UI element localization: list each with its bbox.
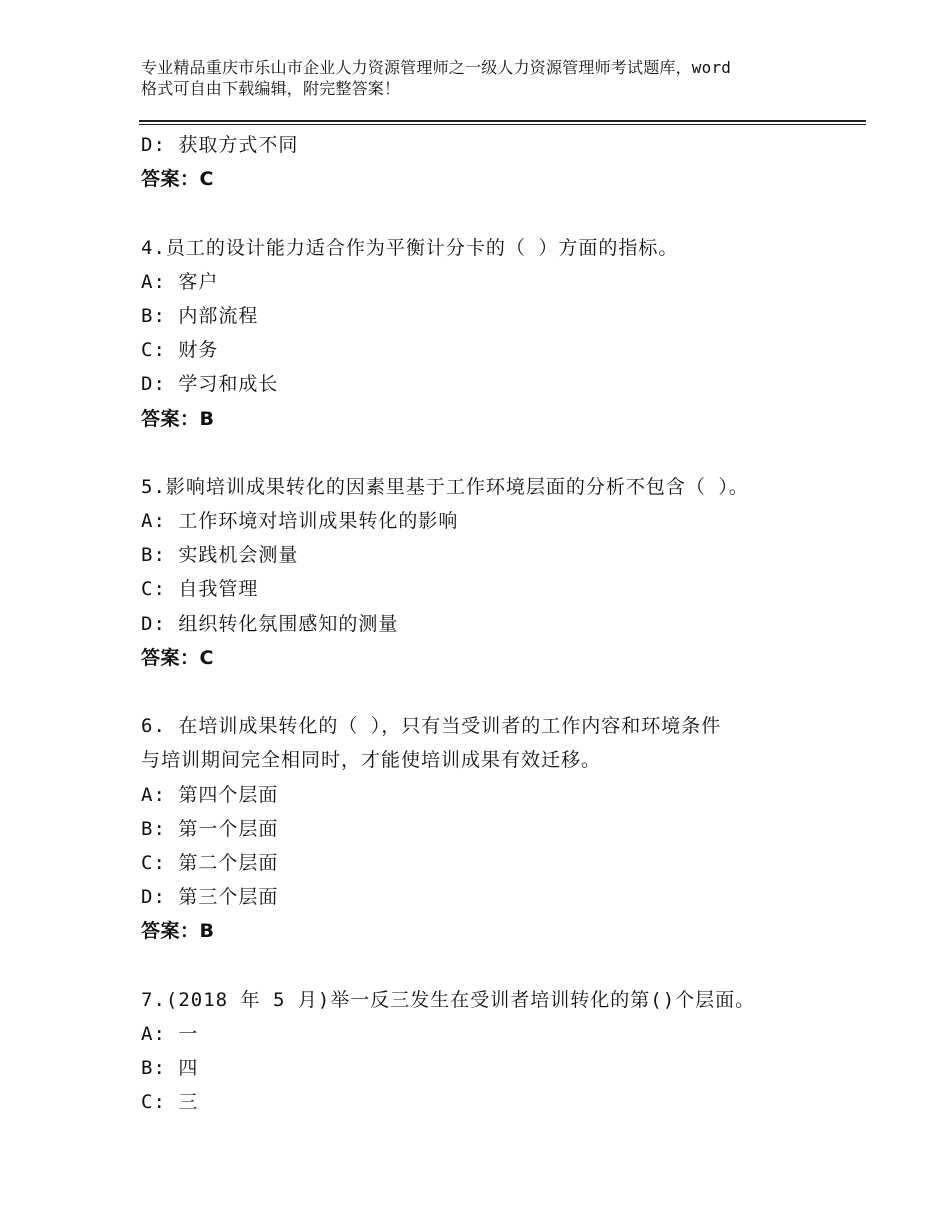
spacer: [141, 436, 841, 470]
question-3-tail: [141, 128, 841, 196]
question-7: [141, 983, 841, 1120]
header-divider-thin: [139, 124, 866, 125]
option-d: D: 组织转化氛围感知的测量: [141, 612, 399, 635]
option-c: C: 自我管理: [141, 578, 259, 601]
header-title-line-2: 格式可自由下载编辑，附完整答案！: [141, 79, 401, 98]
question-stem: 4.员工的设计能力适合作为平衡计分卡的（ ）方面的指标。: [141, 236, 679, 259]
option-b: B: 内部流程: [141, 304, 259, 327]
question-stem-line-1: 6. 在培训成果转化的（ ），只有当受训者的工作内容和环境条件: [141, 715, 722, 738]
option-c: C: 第二个层面: [141, 851, 279, 874]
answer-label: 答案：C: [141, 646, 214, 669]
option-d: D: 获取方式不同: [141, 134, 299, 156]
spacer: [141, 949, 841, 983]
option-c: C: 财务: [141, 339, 219, 362]
option-b: B: 第一个层面: [141, 817, 279, 840]
option-a: A: 第四个层面: [141, 783, 279, 806]
question-stem: 7.(2018 年 5 月)举一反三发生在受训者培训转化的第()个层面。: [141, 988, 756, 1011]
question-5: [141, 470, 841, 675]
option-d: D: 第三个层面: [141, 886, 279, 909]
question-list: [141, 128, 841, 1119]
option-b: B: 四: [141, 1057, 199, 1080]
header-divider-thick: [139, 120, 866, 122]
answer-label: 答案：B: [141, 920, 215, 943]
option-b: B: 实践机会测量: [141, 544, 299, 567]
question-4: [141, 231, 841, 436]
spacer: [141, 675, 841, 709]
option-c: C: 三: [141, 1091, 199, 1114]
answer-label: 答案：B: [141, 407, 215, 430]
spacer: [141, 196, 841, 230]
question-stem: 5.影响培训成果转化的因素里基于工作环境层面的分析不包含（ ）。: [141, 475, 749, 498]
answer-label: 答案：C: [141, 168, 214, 191]
question-6: [141, 709, 841, 948]
header-title-line-1: 专业精品重庆市乐山市企业人力资源管理师之一级人力资源管理师考试题库，word: [141, 58, 732, 77]
option-a: A: 客户: [141, 270, 219, 293]
document-header: [141, 57, 841, 99]
option-a: A: 一: [141, 1022, 199, 1045]
option-a: A: 工作环境对培训成果转化的影响: [141, 510, 459, 533]
option-d: D: 学习和成长: [141, 373, 279, 396]
question-stem-line-2: 与培训期间完全相同时，才能使培训成果有效迁移。: [141, 749, 602, 772]
